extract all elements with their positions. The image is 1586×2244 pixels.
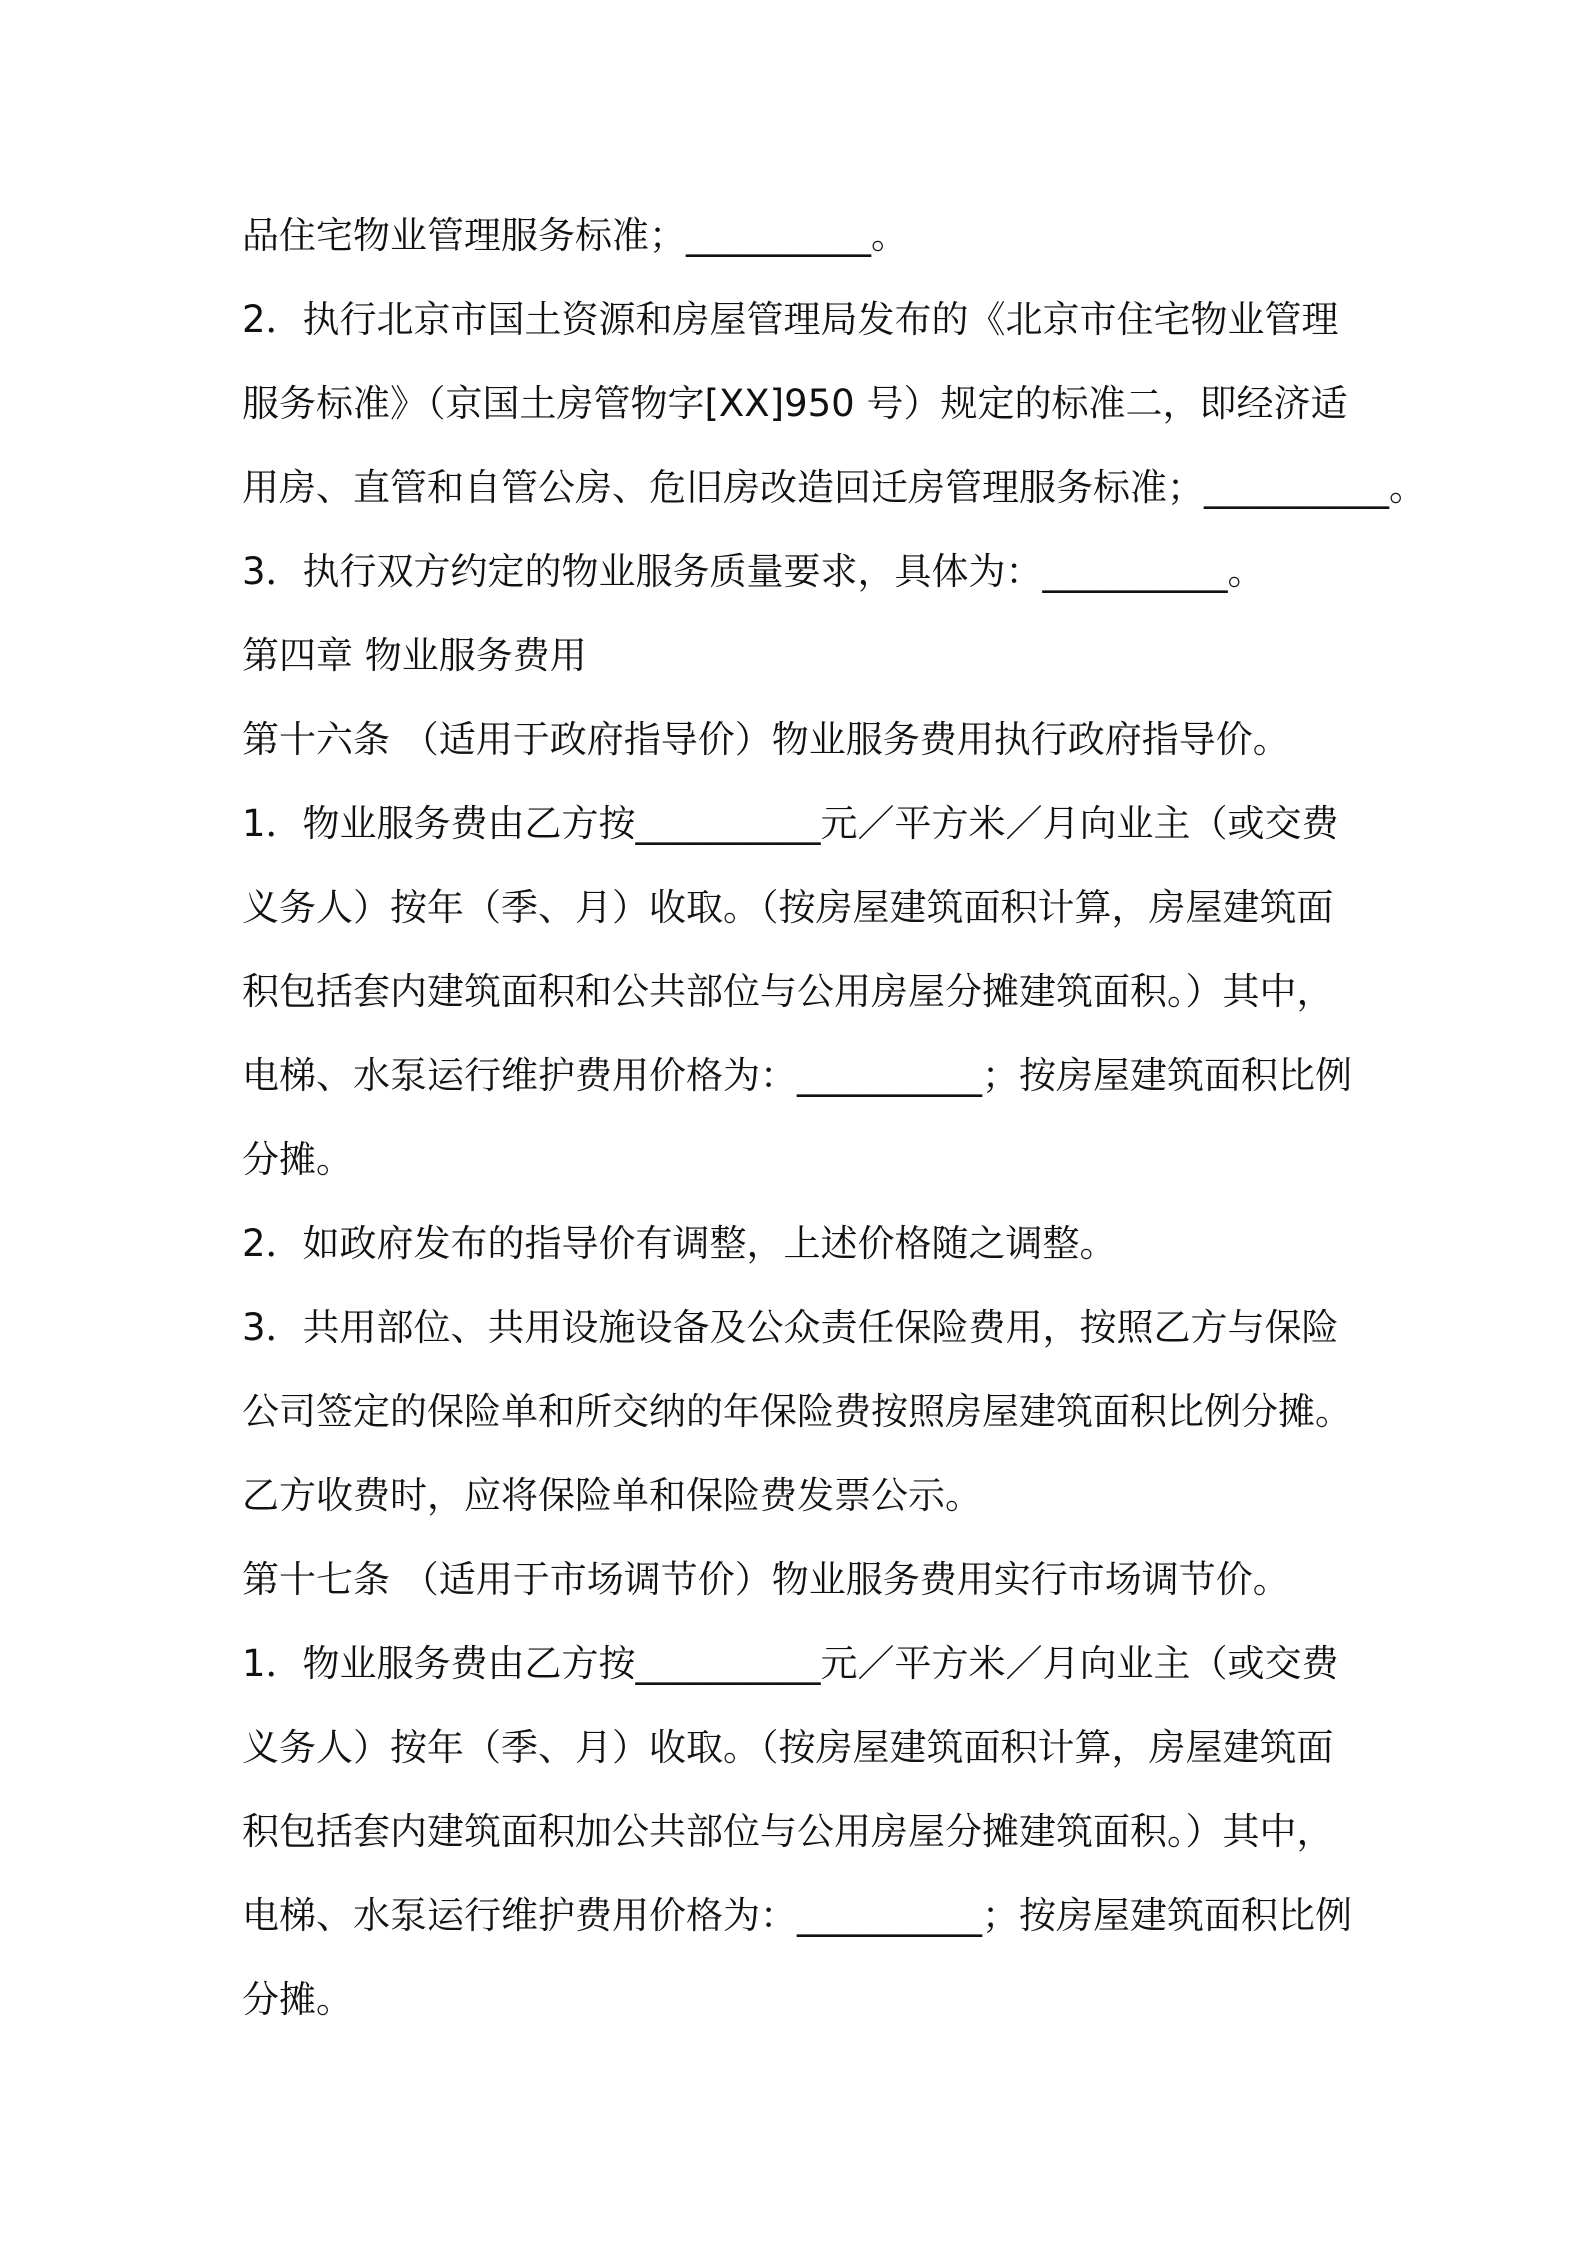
article-heading: 第十六条 （适用于政府指导价）物业服务费用执行政府指导价。 — [242, 718, 1290, 761]
text-line: 电梯、水泵运行维护费用价格为：__________；按房屋建筑面积比例 — [242, 1054, 1352, 1097]
text-line: 电梯、水泵运行维护费用价格为：__________；按房屋建筑面积比例 — [242, 1894, 1352, 1937]
text-line: 分摊。 — [242, 1978, 353, 2021]
article-heading: 第十七条 （适用于市场调节价）物业服务费用实行市场调节价。 — [242, 1558, 1290, 1601]
text-line: 公司签定的保险单和所交纳的年保险费按照房屋建筑面积比例分摊。 — [242, 1390, 1352, 1433]
text-line: 2．执行北京市国土资源和房屋管理局发布的《北京市住宅物业管理 — [242, 298, 1339, 341]
text-line: 品住宅物业管理服务标准；__________。 — [242, 214, 908, 257]
text-line: 用房、直管和自管公房、危旧房改造回迁房管理服务标准；__________。 — [242, 466, 1426, 509]
text-line: 1．物业服务费由乙方按__________元／平方米／月向业主（或交费 — [242, 1642, 1339, 1685]
text-line: 3．共用部位、共用设施设备及公众责任保险费用，按照乙方与保险 — [242, 1306, 1339, 1349]
text-line: 3．执行双方约定的物业服务质量要求，具体为：__________。 — [242, 550, 1265, 593]
document-body — [242, 194, 1426, 2042]
text-line: 积包括套内建筑面积加公共部位与公用房屋分摊建筑面积。）其中， — [242, 1810, 1334, 1853]
chapter-heading: 第四章 物业服务费用 — [242, 634, 587, 677]
text-line: 服务标准》（京国土房管物字[XX]950 号）规定的标准二，即经济适 — [242, 382, 1348, 425]
text-line: 义务人）按年（季、月）收取。（按房屋建筑面积计算，房屋建筑面 — [242, 1726, 1334, 1769]
text-line: 乙方收费时，应将保险单和保险费发票公示。 — [242, 1474, 982, 1517]
text-line: 积包括套内建筑面积和公共部位与公用房屋分摊建筑面积。）其中， — [242, 970, 1334, 1013]
text-line: 分摊。 — [242, 1138, 353, 1181]
text-line: 义务人）按年（季、月）收取。（按房屋建筑面积计算，房屋建筑面 — [242, 886, 1334, 929]
text-line: 2．如政府发布的指导价有调整，上述价格随之调整。 — [242, 1222, 1117, 1265]
text-line: 1．物业服务费由乙方按__________元／平方米／月向业主（或交费 — [242, 802, 1339, 845]
